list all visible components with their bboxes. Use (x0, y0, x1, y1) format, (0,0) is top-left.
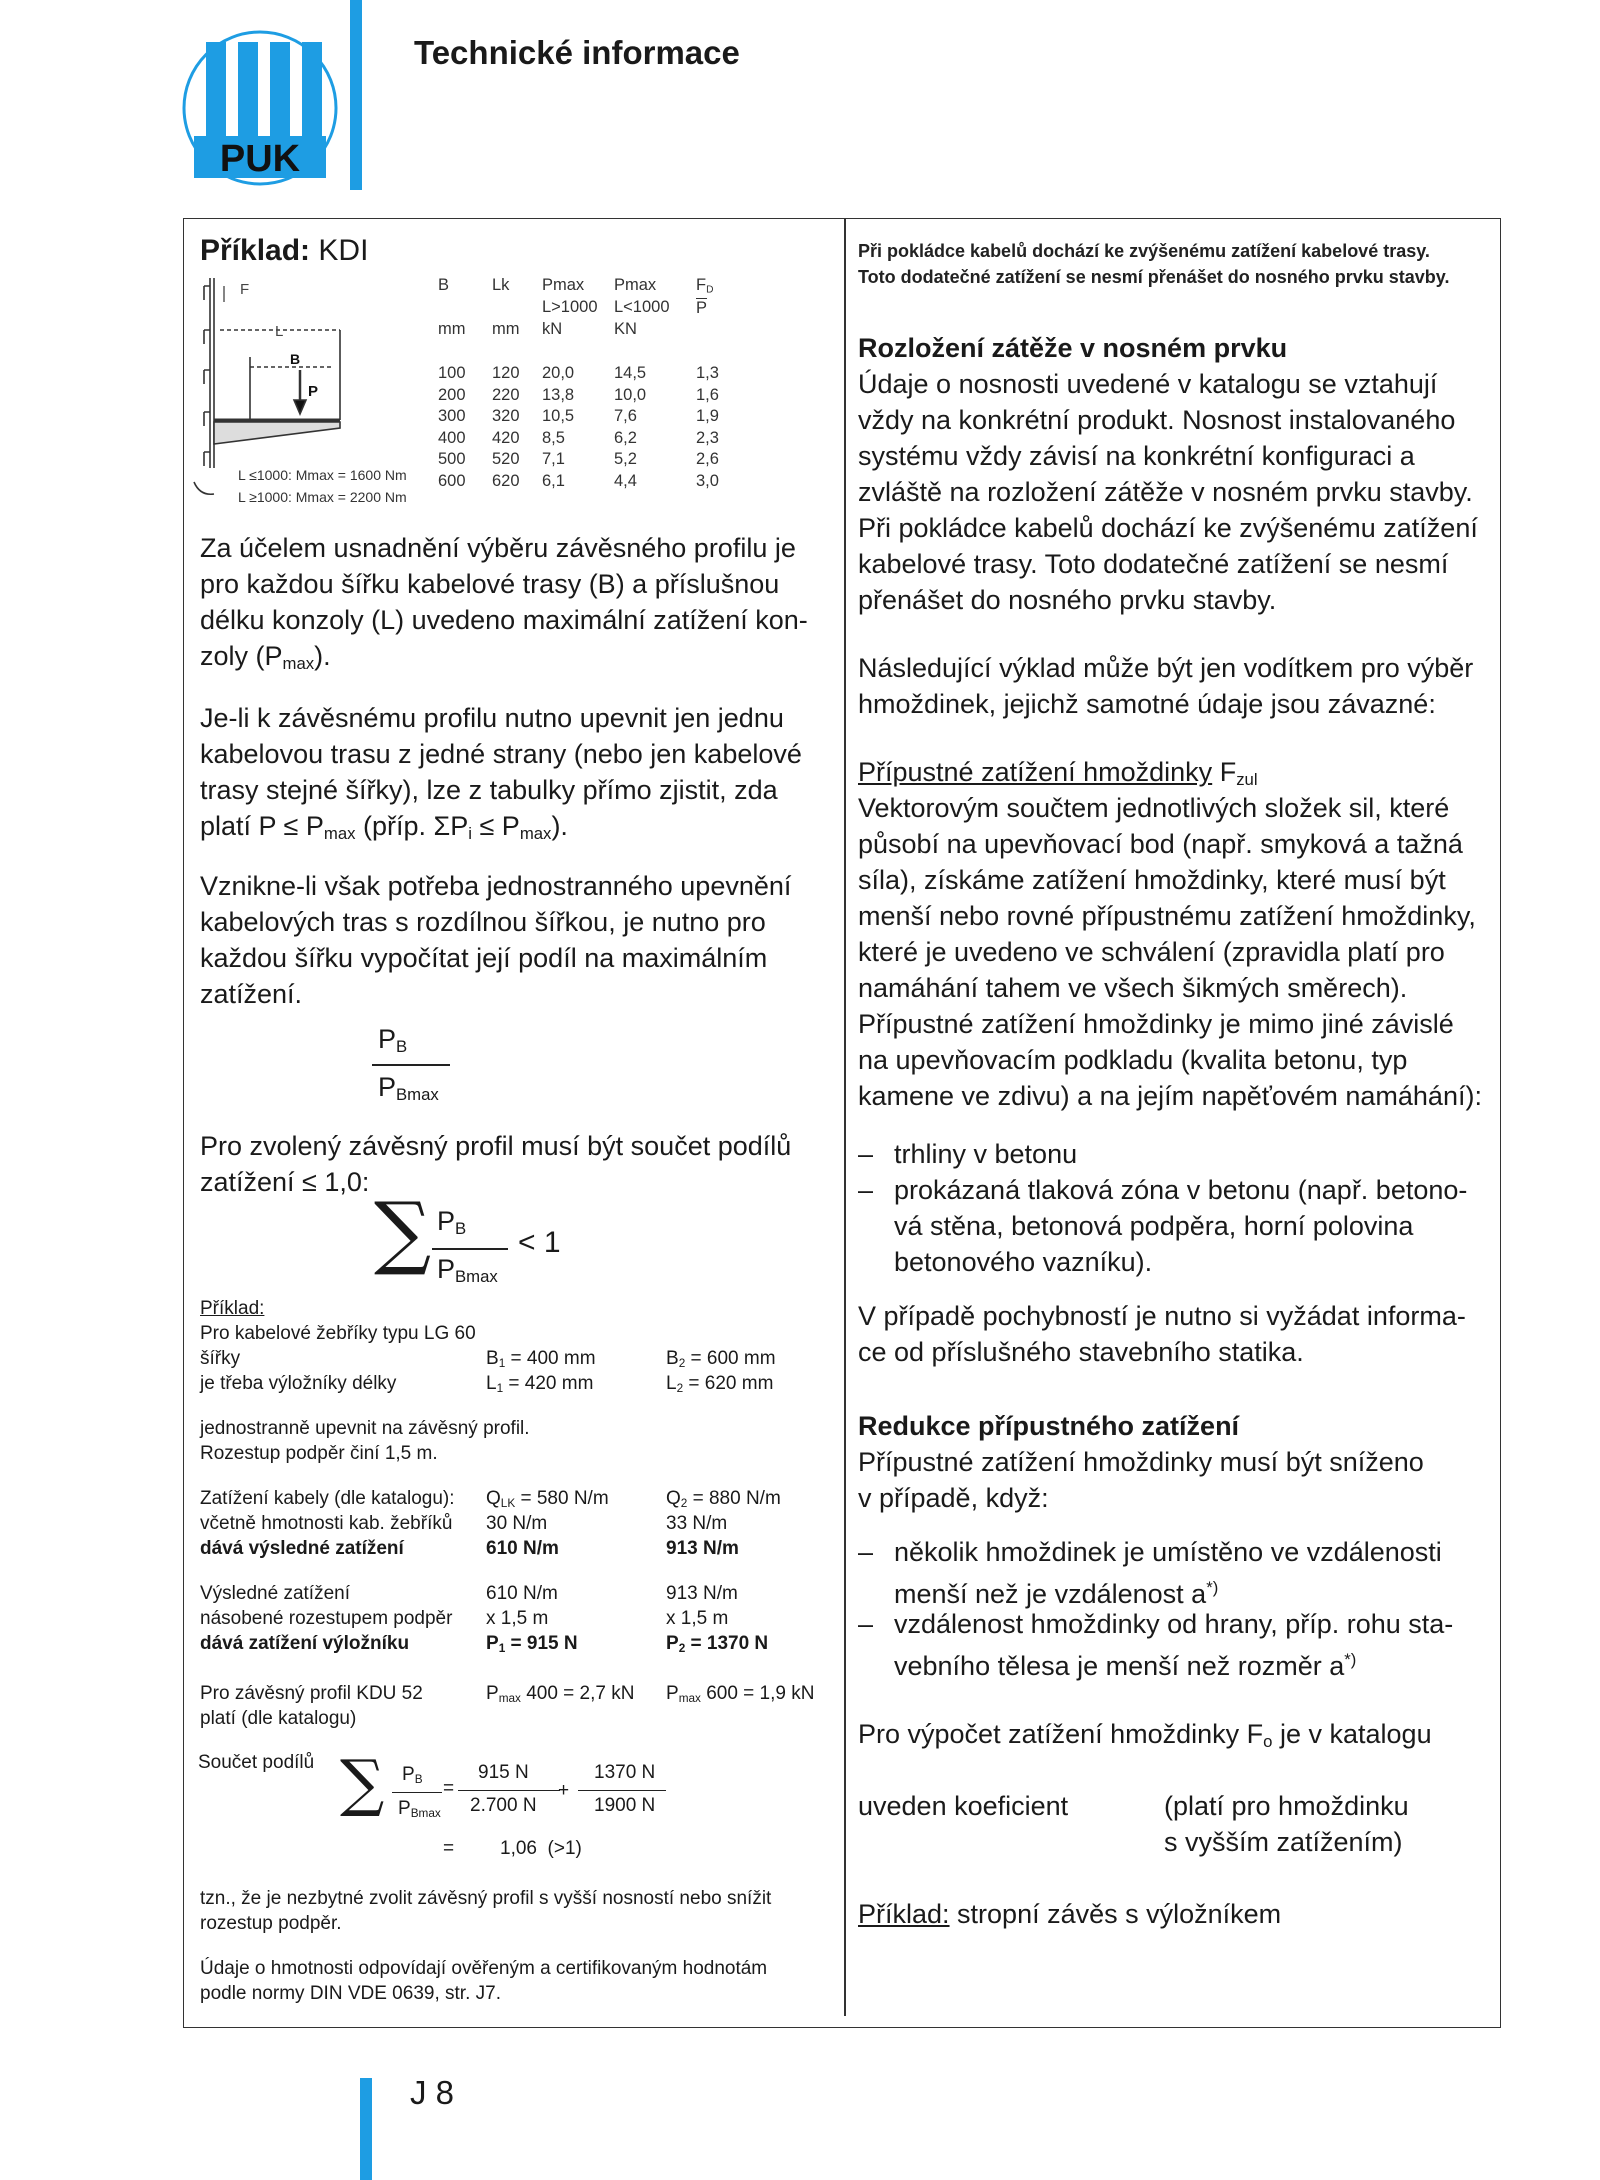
text-line: kamene ve zdivu) a na jejím napěťovém namáhání): (858, 1081, 1482, 1111)
list-dash: – (858, 1609, 874, 1639)
bracket-diagram (190, 272, 430, 508)
table-cell: 2,3 (696, 428, 719, 447)
table-unit: kN (542, 320, 563, 338)
table-cell: 4,4 (614, 471, 637, 490)
paragraph-load-reduction (858, 1444, 1498, 1516)
sum-numerator: $P_B$ (437, 1206, 467, 1239)
sum-calc-result: 1,06 (>1) (500, 1838, 582, 1859)
example-b1: $B_1 = 400$ mm (486, 1348, 596, 1370)
sum-lt-one: < 1 (518, 1226, 561, 1259)
table-cell: 8,5 (542, 428, 565, 447)
list-dash: – (858, 1537, 874, 1567)
sum-calc-line (578, 1790, 666, 1791)
paragraph-sum-condition (200, 1128, 840, 1200)
text-line: pro každou šířku kabelové trasy (B) a příslušnou (200, 569, 780, 599)
calc-label: Zatížení kabely (dle katalogu): (200, 1488, 455, 1509)
text-line: kabelových tras s rozdílnou šířkou, je nutno pro (200, 907, 766, 937)
text-line: Je-li k závěsnému profilu nutno upevnit jen jednu (200, 703, 784, 733)
text-line: přenášet do nosného prvku stavby. (858, 585, 1277, 615)
text-line: Přípustné zatížení hmoždinky musí být sníženo (858, 1447, 1424, 1477)
kdu-line: platí (dle katalogu) (200, 1708, 357, 1729)
sum-calc-line (458, 1790, 560, 1791)
example-line: Rozestup podpěr činí 1,5 m. (200, 1443, 438, 1464)
text-line: síla), získáme zatížení hmoždinky, které musí být (858, 865, 1446, 895)
table-header: B (438, 276, 450, 294)
coefficient-note: s vyšším zatížením) (1164, 1827, 1403, 1857)
calc-value: 913 N/m (666, 1538, 739, 1559)
table-cell: 500 (438, 450, 466, 468)
table-cell: 400 (438, 428, 466, 447)
sum-calc-d1: 2.700 N (470, 1795, 537, 1816)
diagram-b: B (290, 351, 301, 367)
list-text: vzdálenost hmoždinky od hrany, příp. rohu sta- (894, 1609, 1454, 1639)
puk-logo (180, 28, 340, 188)
text-line: ce od příslušného stavebního statika. (858, 1337, 1304, 1367)
table-header: Lk (492, 276, 510, 294)
header-accent-bar (350, 0, 362, 190)
text-line: Přípustné zatížení hmoždinky je mimo jiné závislé (858, 1009, 1454, 1039)
paragraph-guide (858, 650, 1498, 722)
footer-accent-bar (360, 2078, 372, 2180)
text-line: hmoždinek, jejichž samotné údaje jsou závazné: (858, 689, 1436, 719)
calc-p2: $P_2 = 1370$ N (666, 1633, 769, 1655)
sum-calc-line (392, 1792, 442, 1793)
table-cell: 10,0 (614, 385, 647, 404)
list-text: vá stěna, betonová podpěra, horní polovina (894, 1211, 1414, 1241)
heading-permissible-load: Přípustné zatížení hmoždinky $F_{zul}$ (858, 757, 1258, 790)
sum-calc-n2: 1370 N (594, 1762, 656, 1783)
table-cell: 10,5 (542, 407, 575, 425)
table-cell: 20,0 (542, 364, 575, 382)
list-text: trhliny v betonu (894, 1139, 1078, 1169)
calc-value: x 1,5 m (486, 1608, 549, 1629)
table-cell: 420 (492, 428, 520, 447)
sum-calc-symbol: ∑ (340, 1746, 385, 1819)
footnote-line: podle normy DIN VDE 0639, str. J7. (200, 1983, 501, 2004)
table-unit: mm (438, 320, 466, 338)
example-line: jednostranně upevnit na závěsný profil. (200, 1418, 530, 1439)
table-cell: 7,6 (614, 407, 637, 425)
list-text: několik hmoždinek je umístěno ve vzdálenosti (894, 1537, 1442, 1567)
coefficient-label: uveden koeficient (858, 1791, 1069, 1821)
example-b2: $B_2 = 600$ mm (666, 1348, 776, 1370)
table-cell: 6,2 (614, 428, 637, 447)
note-line: Toto dodatečné zatížení se nesmí přenášet do nosného prvku stavby. (858, 267, 1450, 287)
footnote-line: Údaje o hmotnosti odpovídají ověřeným a certifikovaným hodnotám (200, 1958, 768, 1979)
text-line: Při pokládce kabelů dochází ke zvýšenému zatížení (858, 513, 1478, 543)
text-line: namáhání tahem ve všech šikmých směrech). (858, 973, 1408, 1003)
text-line: Vektorovým součtem jednotlivých složek sil, které (858, 793, 1450, 823)
text-line: trasy stejné šířky), lze z tabulky přímo zjistit, zda (200, 775, 778, 805)
paragraph-doubts (858, 1298, 1498, 1370)
table-cell: 220 (492, 385, 520, 404)
capacity-table (438, 276, 738, 496)
text-line: Vznikne-li však potřeba jednostranného upevnění (200, 871, 792, 901)
example-line: Pro kabelové žebříky typu LG 60 (200, 1323, 476, 1344)
sum-calc-d2: 1900 N (594, 1795, 656, 1816)
table-cell: 1,6 (696, 385, 719, 404)
sum-fraction-line (432, 1248, 508, 1250)
calc-label: včetně hmotnosti kab. žebříků (200, 1513, 453, 1534)
example-line: šířky (200, 1348, 241, 1369)
text-line: v případě, když: (858, 1483, 1049, 1513)
table-cell: 7,1 (542, 450, 565, 468)
text-line: délku konzoly (L) uvedeno maximální zatížení kon- (200, 605, 808, 635)
list-text: menší než je vzdálenost a*) (894, 1578, 1219, 1609)
example-ceiling: Příklad: stropní závěs s výložníkem (858, 1899, 1282, 1929)
conclusion-line: tzn., že je nezbytné zvolit závěsný profil s vyšší nosností nebo snížit (200, 1888, 772, 1909)
table-body (438, 364, 738, 494)
text-line: zatížení ≤ 1,0: (200, 1167, 370, 1197)
heading-load-reduction: Redukce přípustného zatížení (858, 1411, 1240, 1441)
sum-calc-result-eq: = (443, 1838, 455, 1859)
list-text: prokázaná tlaková zóna v betonu (např. betono- (894, 1175, 1468, 1205)
example-l2: $L_2 = 620$ mm (666, 1373, 774, 1395)
table-header: Pmax (542, 276, 585, 294)
calc-q1: $Q_{LK} = 580$ N/m (486, 1488, 609, 1510)
paragraph-calc-fo: Pro výpočet zatížení hmoždinky $F_o$ je v katalogu (858, 1719, 1432, 1752)
calc-q2: $Q_2 = 880$ N/m (666, 1488, 781, 1510)
table-cell: 1,9 (696, 407, 719, 425)
page-title: Technické informace (414, 34, 740, 71)
table-cell: 300 (438, 407, 466, 425)
sum-calc-num: $P_B$ (402, 1764, 423, 1786)
table-header: P (696, 299, 708, 317)
list-text: betonového vazníku). (894, 1247, 1153, 1277)
sum-symbol: ∑ (374, 1185, 432, 1278)
sum-label: Součet podílů (198, 1752, 315, 1773)
calc-label: dává výsledné zatížení (200, 1538, 404, 1559)
diagram-mmax-2: L ≥1000: Mmax = 2200 Nm (238, 489, 407, 505)
list-dash: – (858, 1175, 874, 1205)
calc-value: 610 N/m (486, 1583, 558, 1604)
svg-text:PUK: PUK (219, 138, 301, 180)
paragraph-single-trace (200, 700, 840, 852)
table-cell: 100 (438, 364, 466, 382)
diagram-p: P (308, 383, 319, 400)
calc-value: 610 N/m (486, 1538, 559, 1559)
text-line: zoly $(P_{max})$. (200, 641, 331, 674)
table-cell: 3,0 (696, 471, 719, 490)
calc-value: 30 N/m (486, 1513, 548, 1534)
sum-calc-eq: = (443, 1778, 455, 1799)
calc-value: x 1,5 m (666, 1608, 729, 1629)
text-line: kabelové trasy. Toto dodatečné zatížení se nesmí (858, 549, 1449, 579)
kdu-pmax-600: $P_{max}$ 600 = 1,9 kN (666, 1683, 815, 1705)
kdu-line: Pro závěsný profil KDU 52 (200, 1683, 423, 1704)
text-line: působí na upevňovací bod (např. smyková a tažná (858, 829, 1463, 859)
example-line: je třeba výložníky délky (200, 1373, 397, 1394)
paragraph-intro (200, 530, 840, 682)
diagram-fd: F (240, 281, 250, 298)
page-number: J 8 (410, 2074, 455, 2111)
calc-label: dává zatížení výložníku (200, 1633, 410, 1654)
diagram-l: L (275, 323, 284, 340)
right-note (858, 238, 1449, 290)
table-cell: 520 (492, 450, 520, 468)
sum-calc-n1: 915 N (478, 1762, 529, 1783)
text-line: Údaje o nosnosti uvedené v katalogu se vztahují (858, 369, 1438, 399)
calc-value: 913 N/m (666, 1583, 738, 1604)
table-unit: KN (614, 320, 637, 338)
table-cell: 1,3 (696, 364, 719, 382)
text-line: Za účelem usnadnění výběru závěsného profilu je (200, 533, 796, 563)
sum-calc-plus: + (558, 1780, 570, 1801)
example-l1: $L_1 = 420$ mm (486, 1373, 594, 1395)
text-line: vždy na konkrétní produkt. Nosnost instalovaného (858, 405, 1456, 435)
table-cell: 620 (492, 471, 520, 490)
text-line: zvláště na rozložení zátěže v nosném prvku stavby. (858, 477, 1473, 507)
table-header: $F_D$ (696, 276, 714, 296)
table-header: Pmax (614, 276, 657, 294)
text-line: Pro zvolený závěsný profil musí být součet podílů (200, 1131, 792, 1161)
coefficient-note: (platí pro hmoždinku (1164, 1791, 1409, 1821)
fraction-numerator: $P_B$ (378, 1024, 408, 1057)
text-line: každou šířku vypočítat její podíl na maximálním (200, 943, 768, 973)
example-label: Příklad: (200, 234, 311, 267)
kdu-pmax-400: $P_{max}$ 400 = 2,7 kN (486, 1683, 635, 1705)
conclusion-line: rozestup podpěr. (200, 1913, 342, 1934)
text-line: platí $P \le P_{max}$ (příp. $\Sigma P_i \le P_{max}$). (200, 811, 568, 844)
sum-denominator: $P_{Bmax}$ (437, 1254, 498, 1287)
table-cell: 6,1 (542, 471, 565, 490)
table-cell: 320 (492, 407, 520, 425)
table-header: L>1000 (542, 298, 598, 316)
example-name: KDI (318, 234, 369, 267)
table-cell: 2,6 (696, 450, 719, 468)
table-cell: 200 (438, 385, 466, 404)
paragraph-load-distribution (858, 366, 1498, 618)
fraction-denominator: $P_{Bmax}$ (378, 1072, 439, 1105)
text-line: kabelovou trasu z jedné strany (nebo jen kabelové (200, 739, 802, 769)
example-heading (200, 234, 368, 268)
sum-calc-den: $P_{Bmax}$ (398, 1798, 441, 1820)
text-line: Následující výklad může být jen vodítkem pro výběr (858, 653, 1474, 683)
diagram-mmax-1: L ≤1000: Mmax = 1600 Nm (238, 467, 407, 483)
table-header: L<1000 (614, 298, 670, 316)
paragraph-multi-trace (200, 868, 840, 1012)
table-cell: 5,2 (614, 450, 637, 468)
table-cell: 14,5 (614, 364, 647, 382)
calc-label: násobené rozestupem podpěr (200, 1608, 453, 1629)
text-line: systému vždy závisí na konkrétní konfiguraci a (858, 441, 1415, 471)
list-dash: – (858, 1139, 874, 1169)
calc-label: Výsledné zatížení (200, 1583, 350, 1604)
heading-load-distribution: Rozložení zátěže v nosném prvku (858, 333, 1288, 363)
fraction-line (372, 1064, 450, 1066)
calc-value: 33 N/m (666, 1513, 728, 1534)
column-divider (844, 218, 846, 2016)
text-line: zatížení. (200, 979, 303, 1009)
table-unit: mm (492, 320, 520, 338)
note-line: Při pokládce kabelů dochází ke zvýšenému zatížení kabelové trasy. (858, 241, 1430, 261)
list-text: vebního tělesa je menší než rozměr a*) (894, 1650, 1357, 1681)
table-cell: 120 (492, 364, 520, 382)
table-cell: 13,8 (542, 385, 575, 404)
example-title: Příklad: (200, 1298, 265, 1319)
calc-p1: $P_1 = 915$ N (486, 1633, 578, 1655)
text-line: V případě pochybností je nutno si vyžádat informa- (858, 1301, 1466, 1331)
text-line: které je uvedeno ve schválení (zpravidla platí pro (858, 937, 1445, 967)
text-line: menší nebo rovné přípustnému zatížení hmoždinky, (858, 901, 1476, 931)
table-cell: 600 (438, 471, 466, 490)
paragraph-permissible-load (858, 790, 1498, 1114)
text-line: na upevňovacím podkladu (kvalita betonu, typ (858, 1045, 1408, 1075)
